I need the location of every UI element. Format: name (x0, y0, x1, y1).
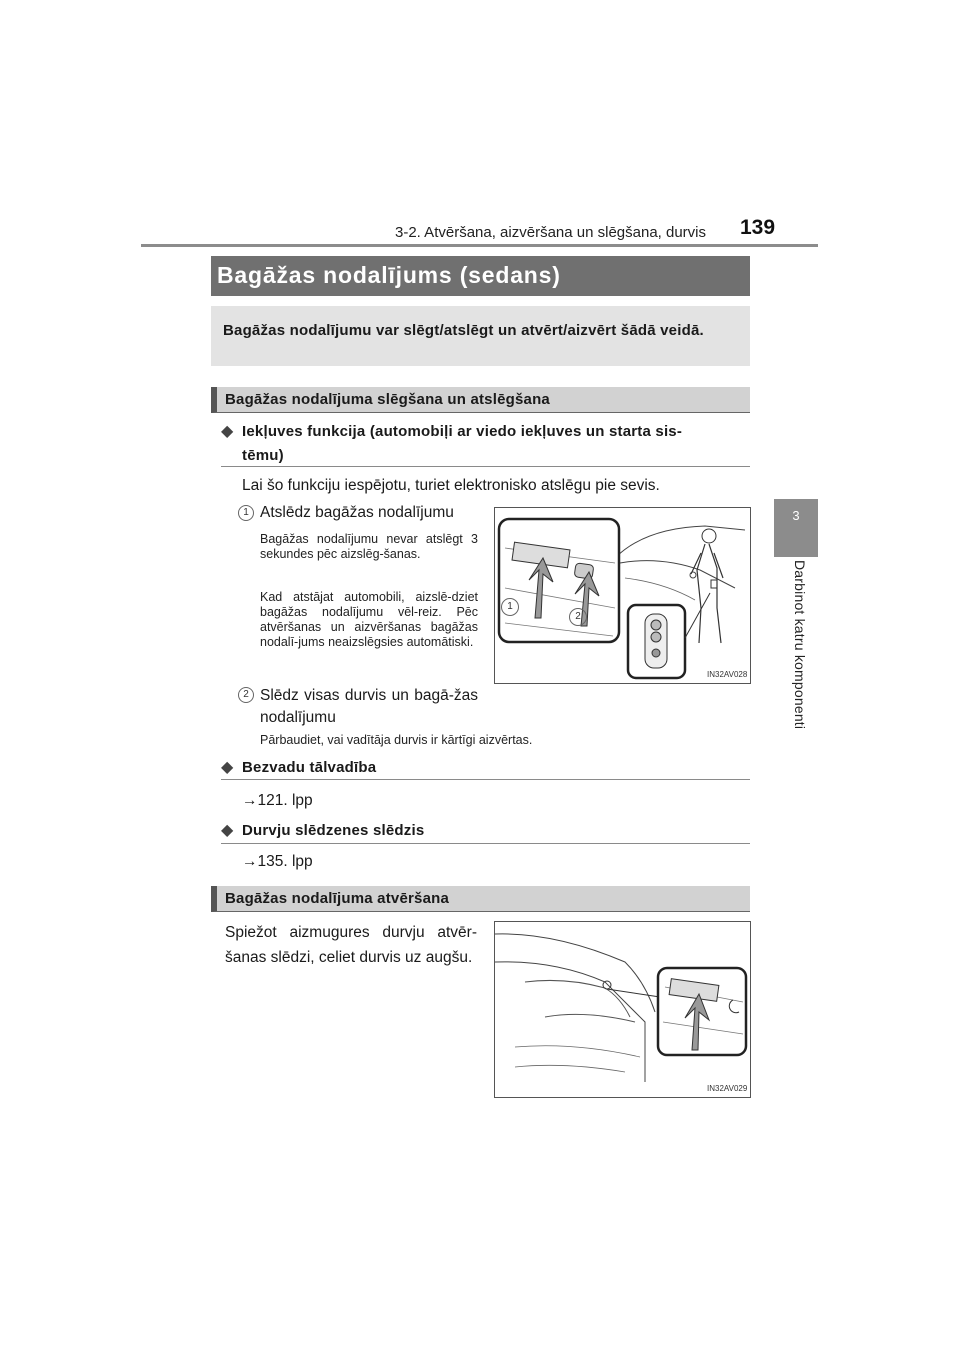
wireless-heading-text: Bezvadu tālvadība (242, 759, 377, 776)
divider (221, 779, 750, 780)
step-1-label: Atslēdz bagāžas nodalījumu (260, 504, 454, 521)
page-title-bar (211, 256, 750, 296)
header-rule (141, 244, 818, 247)
divider (221, 466, 750, 467)
entry-function-heading-line1: Iekļuves funkcija (automobiļi ar viedo iekļuves un starta sis- (242, 423, 683, 440)
door-switch-heading-text: Durvju slēdzenes slēdzis (242, 822, 425, 839)
step-number-1: 1 (238, 505, 254, 521)
figure-callout-1: 1 (501, 598, 519, 616)
door-switch-ref-link[interactable]: →135. lpp (242, 853, 313, 870)
figure-code: IN32AV028 (707, 670, 748, 679)
diamond-bullet-icon: ◆ (221, 423, 234, 440)
section-heading-lock-text: Bagāžas nodalījuma slēgšana un atslēgšana (225, 391, 550, 408)
chapter-title: Darbinot katru komponenti (792, 560, 808, 730)
step-1-note-2: Kad atstājat automobili, aizslē-dziet bagāžas nodalījumu vēl-reiz. Pēc atvēršanas un aizvēršanas bagāžas nodalī-jums neaizslēgsies automātiski. (260, 590, 478, 649)
figure-callout-2: 2 (569, 608, 587, 626)
entry-function-text: Lai šo funkciju iespējotu, turiet elektronisko atslēgu pie sevis. (242, 477, 660, 494)
figure-trunk-open-illustration (495, 922, 750, 1097)
wireless-heading (221, 756, 750, 780)
door-switch-heading (221, 819, 750, 843)
section-heading-open-text: Bagāžas nodalījuma atvēršana (225, 890, 450, 907)
step-1-note-1: Bagāžas nodalījumu nevar atslēgt 3 sekundes pēc aizslēg-šanas. (260, 532, 478, 561)
figure-code: IN32AV029 (707, 1084, 748, 1093)
chapter-tab (774, 499, 818, 557)
step-2-label: Slēdz visas durvis un bagā-žas nodalījumu (260, 687, 478, 726)
page-number: 139 (740, 216, 776, 239)
figure-trunk-unlock (494, 507, 751, 684)
section-heading-lock (211, 387, 750, 413)
figure-trunk-open (494, 921, 751, 1098)
diamond-bullet-icon: ◆ (221, 822, 234, 839)
intro-text: Bagāžas nodalījumu var slēgt/atslēgt un atvērt/aizvērt šādā veidā. (223, 322, 704, 339)
section-heading-open (211, 886, 750, 912)
wireless-ref-link[interactable]: →121. lpp (242, 792, 313, 809)
diamond-bullet-icon: ◆ (221, 759, 234, 776)
section-open-text: Spiežot aizmugures durvju atvēr-šanas slēdzi, celiet durvis uz augšu. (225, 924, 477, 966)
figure-trunk-unlock-illustration (495, 508, 750, 683)
step-number-2: 2 (238, 687, 254, 703)
step-2-note: Pārbaudiet, vai vadītāja durvis ir kārtīgi aizvērtas. (260, 733, 533, 747)
entry-function-heading (221, 420, 750, 468)
intro-box (211, 306, 750, 366)
divider (221, 843, 750, 844)
page-title: Bagāžas nodalījums (sedans) (217, 262, 561, 288)
chapter-number: 3 (792, 508, 800, 523)
running-header-section: 3-2. Atvēršana, aizvēršana un slēgšana, durvis (395, 224, 707, 241)
entry-function-heading-line2: tēmu) (242, 447, 284, 464)
